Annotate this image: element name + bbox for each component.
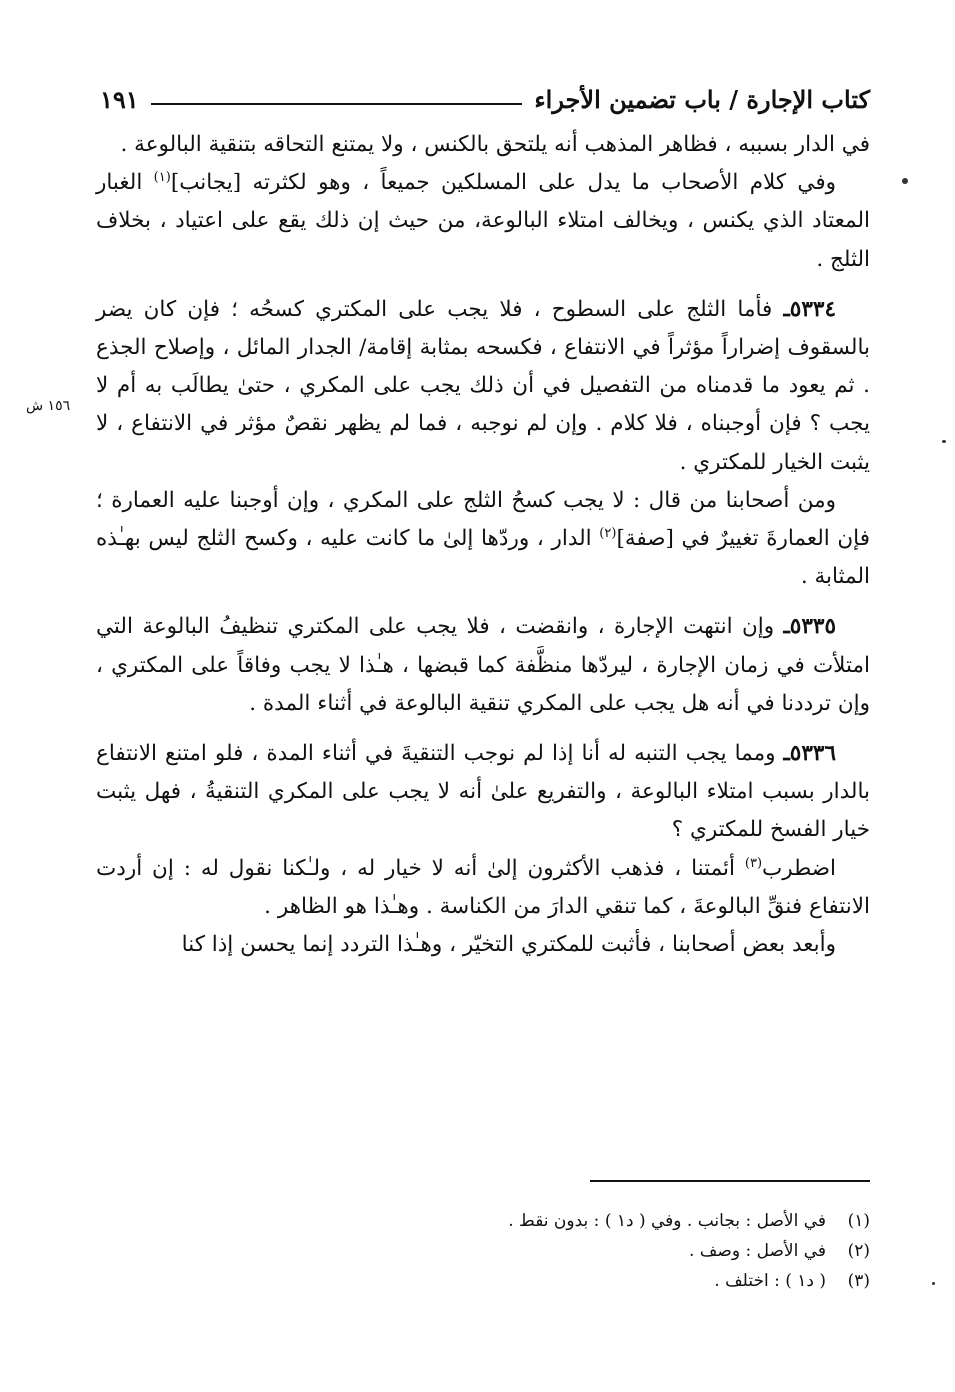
scan-speck (932, 1282, 935, 1285)
numbered-paragraph: ٥٣٣٥ـ وإن انتهت الإجارة ، وانقضت ، فلا يجب على المكتري تنظيفُ البالوعة التي امتلأت في زمان الإجارة ، ليردّها منظَّفة كما قبضها ، هـٰذا لا يجب وفاقاً على المكتري ، وإن ترددنا في أنه هل يجب على المكري تنقية البالوعة في أثناء المدة . (96, 614, 870, 716)
footnote-ref: (٣) (744, 855, 763, 871)
numbered-paragraph: ٥٣٣٤ـ فأما الثلج على السطوح ، فلا يجب على المكتري كسحُه ؛ فإن كان يضر بالسقوف إضراراً مؤثراً في الانتفاع ، فكسحه بمثابة إقامة/ الجدار المائل ، وإصلاح الجذع . ثم يعود ما قدمناه من التفصيل في أن ذلك يجب على المكري ، حتىٰ يطالَب به أم لا يجب ؟ فإن أوجبناه ، فلا كلام . وإن لم نوجبه ، فما لم يظهر نقصٌ مؤثر في الانتفاع ، لا يثبت الخيار للمكتري . (96, 296, 870, 475)
footnote-ref: (٢) (599, 525, 617, 541)
paragraph: وأبعد بعض أصحابنا ، فأثبت للمكتري التخيّر ، وهـٰذا التردد إنما يحسن إذا كنا (181, 932, 836, 958)
footnote-number: (٢) (847, 1241, 870, 1261)
footnote-number: (٣) (847, 1271, 870, 1291)
paragraph: وفي كلام الأصحاب ما يدل على المسلكين جميعاً ، وهو لكثرته [يجانب]$^{(١)}$ الغبار المعتاد الذي يكنس ، ويخالف امتلاء البالوعة، من حيث إن ذلك يقع على اعتياد ، بخلاف الثلج . (96, 170, 870, 272)
paragraph: ومن أصحابنا من قال : لا يجب كسحُ الثلج على المكري ، وإن أوجبنا عليه العمارة ؛ فإن العمارةَ تغييرٌ في [صفة]$^{(٢)}$ الدار ، وردّها إلىٰ ما كانت عليه ، وكسح الثلج ليس بهـٰذه المثابة . (96, 487, 871, 590)
margin-manuscript-ref: ١٥٦ ش (26, 398, 71, 414)
numbered-paragraph: ٥٣٣٦ـ ومما يجب التنبه له أنا إذا لم نوجب التنقيةَ في أثناء المدة ، فلو امتنع الانتفاع بالدار بسبب امتلاء البالوعة ، والتفريع علىٰ أنه لا يجب على المكري التنقيةُ ، فهل يثبت خيار الفسخ للمكتري ؟ (96, 741, 870, 843)
paragraph: في الدار بسببه ، فظاهر المذهب أنه يلتحق بالكنس ، ولا يمتنع التحاقه بتنقية البالوعة . (120, 132, 870, 157)
footnote-number: (١) (847, 1211, 870, 1231)
header-rule (151, 103, 523, 105)
chapter-title: كتاب الإجارة / باب تضمين الأجراء (534, 84, 870, 114)
running-header (100, 82, 870, 116)
footnotes (300, 1206, 870, 1296)
scan-speck (942, 440, 946, 443)
page-number: ١٩١ (100, 84, 139, 114)
paragraph-number: ٥٣٣٦ـ (783, 741, 836, 767)
footnote: (١)في الأصل : بجانب . وفي ( د١ ) : بدون نقط . (300, 1206, 870, 1236)
footnote-ref: (١) (153, 170, 171, 186)
paragraph: اضطرب$^{(٣)}$ أئمتنا ، فذهب الأكثرون إلىٰ أنه لا خيار له ، ولـٰكنا نقول له : إن أردت الانتفاع فنقِّ البالوعةَ ، كما تنقي الدارَ من الكناسة . وهـٰذا هو الظاهر . (96, 855, 870, 919)
main-text (96, 126, 870, 964)
paragraph-number: ٥٣٣٤ـ (783, 296, 836, 322)
footnote-separator (590, 1180, 870, 1182)
footnote: (٢)في الأصل : وصف . (300, 1236, 870, 1266)
scan-speck (902, 178, 908, 184)
paragraph-number: ٥٣٣٥ـ (783, 614, 836, 640)
footnote: (٣)( د١ ) : اختلف . (300, 1266, 870, 1296)
